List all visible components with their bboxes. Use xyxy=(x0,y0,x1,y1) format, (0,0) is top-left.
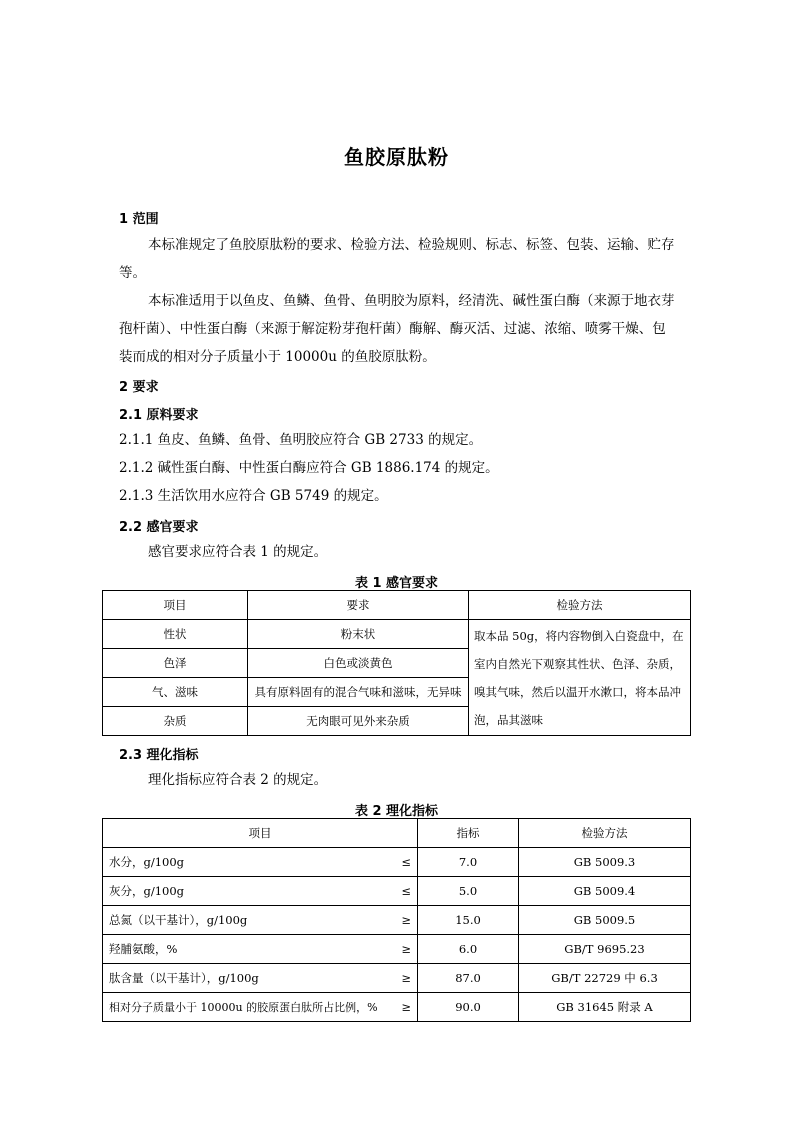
table-row xyxy=(103,993,691,1022)
section-2-heading: 2 要求 xyxy=(119,380,159,395)
table-1-caption: 表 1 感官要求 xyxy=(354,576,439,591)
table-header-cell: 项目 xyxy=(103,819,418,848)
table-row xyxy=(103,877,691,906)
table-cell-item: 灰分，g/100g xyxy=(109,884,185,898)
table-cell-method: GB/T 22729 中 6.3 xyxy=(519,964,691,993)
table-cell-value: 87.0 xyxy=(418,964,519,993)
table-cell-requirement: 白色或淡黄色 xyxy=(248,649,469,678)
table-header-cell: 指标 xyxy=(418,819,519,848)
table-cell-item: 水分，g/100g xyxy=(109,855,185,869)
comparison-operator: ≥ xyxy=(401,942,411,956)
table-cell-requirement: 无肉眼可见外来杂质 xyxy=(248,707,469,736)
section-2-1-item-2: 2.1.2 碱性蛋白酶、中性蛋白酶应符合 GB 1886.174 的规定。 xyxy=(119,460,499,476)
table-cell-method: GB/T 9695.23 xyxy=(519,935,691,964)
section-2-1-item-1: 2.1.1 鱼皮、鱼鳞、鱼骨、鱼明胶应符合 GB 2733 的规定。 xyxy=(119,432,483,448)
table-2-physicochemical xyxy=(102,818,691,1022)
section-2-1-heading: 2.1 原料要求 xyxy=(119,408,199,423)
table-cell-value: 7.0 xyxy=(418,848,519,877)
section-1-heading: 1 范围 xyxy=(119,212,159,227)
table-cell-method: GB 5009.5 xyxy=(519,906,691,935)
comparison-operator: ≤ xyxy=(401,884,411,898)
comparison-operator: ≤ xyxy=(401,855,411,869)
table-row xyxy=(103,964,691,993)
table-cell-item: 总氮（以干基计），g/100g xyxy=(109,913,248,927)
section-2-2-heading: 2.2 感官要求 xyxy=(119,520,199,535)
table-row xyxy=(103,935,691,964)
section-2-3-para: 理化指标应符合表 2 的规定。 xyxy=(148,772,328,788)
table-row xyxy=(103,620,691,649)
table-cell-value: 90.0 xyxy=(418,993,519,1022)
table-cell-requirement: 具有原料固有的混合气味和滋味，无异味 xyxy=(248,678,469,707)
table-header-row xyxy=(103,819,691,848)
table-cell-item: 色泽 xyxy=(103,649,248,678)
table-cell-method: GB 5009.4 xyxy=(519,877,691,906)
table-cell-method: GB 31645 附录 A xyxy=(519,993,691,1022)
table-cell-value: 5.0 xyxy=(418,877,519,906)
section-2-3-heading: 2.3 理化指标 xyxy=(119,748,199,763)
comparison-operator: ≥ xyxy=(401,913,411,927)
section-2-1-item-3: 2.1.3 生活饮用水应符合 GB 5749 的规定。 xyxy=(119,488,388,504)
section-2-2-para: 感官要求应符合表 1 的规定。 xyxy=(148,544,328,560)
table-header-cell: 检验方法 xyxy=(469,591,691,620)
table-header-row xyxy=(103,591,691,620)
table-cell-item: 羟脯氨酸，% xyxy=(109,942,178,956)
table-cell-method: GB 5009.3 xyxy=(519,848,691,877)
table-2-caption: 表 2 理化指标 xyxy=(354,804,439,819)
document-title: 鱼胶原肽粉 xyxy=(344,145,449,169)
table-cell-method: 取本品 50g，将内容物倒入白瓷盘中，在室内自然光下观察其性状、色泽、杂质，嗅其气味，然后以温开水漱口，将本品冲泡，品其滋味 xyxy=(469,620,691,736)
table-cell-value: 15.0 xyxy=(418,906,519,935)
table-header-cell: 要求 xyxy=(248,591,469,620)
section-1-para-2: 本标准适用于以鱼皮、鱼鳞、鱼骨、鱼明胶为原料，经清洗、碱性蛋白酶（来源于地衣芽孢杆菌）、中性蛋白酶（来源于解淀粉芽孢杆菌）酶解、酶灭活、过滤、浓缩、喷雾干燥、包装而成的相对分子质量小于 10000u 的鱼胶原肽粉。 xyxy=(119,293,675,365)
table-cell-item: 杂质 xyxy=(103,707,248,736)
comparison-operator: ≥ xyxy=(401,971,411,985)
table-cell-requirement: 粉末状 xyxy=(248,620,469,649)
table-row xyxy=(103,906,691,935)
table-header-cell: 检验方法 xyxy=(519,819,691,848)
table-header-cell: 项目 xyxy=(103,591,248,620)
table-cell-value: 6.0 xyxy=(418,935,519,964)
table-cell-item: 性状 xyxy=(103,620,248,649)
table-cell-item: 相对分子质量小于 10000u 的胶原蛋白肽所占比例，% xyxy=(109,1001,378,1014)
table-cell-item: 气、滋味 xyxy=(103,678,248,707)
comparison-operator: ≥ xyxy=(401,1000,411,1014)
table-1-sensory xyxy=(102,590,691,736)
table-row xyxy=(103,848,691,877)
section-1-para-1: 本标准规定了鱼胶原肽粉的要求、检验方法、检验规则、标志、标签、包装、运输、贮存等。 xyxy=(119,237,675,281)
table-cell-item: 肽含量（以干基计），g/100g xyxy=(109,971,259,985)
